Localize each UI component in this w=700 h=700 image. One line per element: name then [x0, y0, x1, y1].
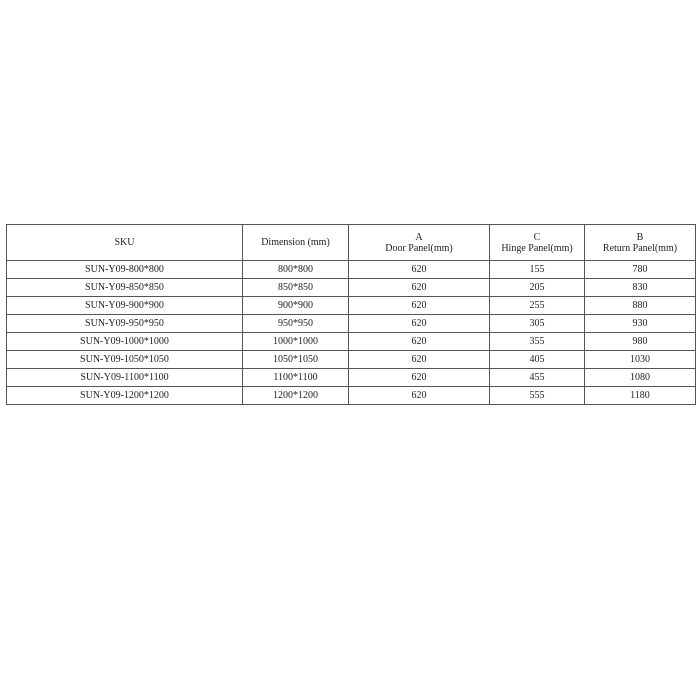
cell-sku: SUN-Y09-1050*1050 [7, 351, 243, 369]
cell-dimension: 900*900 [243, 297, 349, 315]
table-header [7, 225, 696, 261]
cell-hinge-panel: 355 [490, 333, 585, 351]
cell-return-panel: 1180 [585, 387, 696, 405]
cell-return-panel: 880 [585, 297, 696, 315]
table-row [7, 279, 696, 297]
cell-dimension: 1050*1050 [243, 351, 349, 369]
cell-dimension: 1100*1100 [243, 369, 349, 387]
table-row [7, 333, 696, 351]
table-row [7, 315, 696, 333]
cell-door-panel: 620 [349, 315, 490, 333]
cell-door-panel: 620 [349, 387, 490, 405]
cell-sku: SUN-Y09-1100*1100 [7, 369, 243, 387]
cell-return-panel: 980 [585, 333, 696, 351]
header-row [7, 225, 696, 261]
cell-return-panel: 830 [585, 279, 696, 297]
header-door-panel [349, 225, 490, 261]
cell-door-panel: 620 [349, 279, 490, 297]
header-sku-label: SKU [114, 237, 135, 248]
cell-return-panel: 780 [585, 261, 696, 279]
cell-door-panel: 620 [349, 261, 490, 279]
cell-hinge-panel: 455 [490, 369, 585, 387]
cell-hinge-panel: 305 [490, 315, 585, 333]
cell-door-panel: 620 [349, 369, 490, 387]
table-row [7, 297, 696, 315]
table-row [7, 387, 696, 405]
cell-sku: SUN-Y09-1000*1000 [7, 333, 243, 351]
header-dimension-label: Dimension (mm) [261, 237, 330, 248]
cell-sku: SUN-Y09-850*850 [7, 279, 243, 297]
cell-sku: SUN-Y09-1200*1200 [7, 387, 243, 405]
table-row [7, 261, 696, 279]
cell-hinge-panel: 555 [490, 387, 585, 405]
cell-hinge-panel: 205 [490, 279, 585, 297]
cell-dimension: 1200*1200 [243, 387, 349, 405]
cell-hinge-panel: 405 [490, 351, 585, 369]
cell-hinge-panel: 155 [490, 261, 585, 279]
cell-door-panel: 620 [349, 333, 490, 351]
cell-sku: SUN-Y09-800*800 [7, 261, 243, 279]
header-hinge-panel [490, 225, 585, 261]
cell-door-panel: 620 [349, 351, 490, 369]
header-hinge-panel-label: Hinge Panel(mm) [501, 242, 573, 254]
cell-return-panel: 930 [585, 315, 696, 333]
cell-dimension: 850*850 [243, 279, 349, 297]
cell-dimension: 950*950 [243, 315, 349, 333]
cell-sku: SUN-Y09-900*900 [7, 297, 243, 315]
cell-dimension: 800*800 [243, 261, 349, 279]
header-dimension [243, 225, 349, 261]
cell-hinge-panel: 255 [490, 297, 585, 315]
cell-return-panel: 1030 [585, 351, 696, 369]
cell-return-panel: 1080 [585, 369, 696, 387]
table-row [7, 369, 696, 387]
header-sku [7, 225, 243, 261]
table-body [7, 261, 696, 405]
header-return-panel-letter: B [636, 231, 644, 243]
cell-door-panel: 620 [349, 297, 490, 315]
cell-dimension: 1000*1000 [243, 333, 349, 351]
header-hinge-panel-letter: C [533, 231, 541, 243]
spec-table [6, 224, 696, 405]
header-return-panel [585, 225, 696, 261]
cell-sku: SUN-Y09-950*950 [7, 315, 243, 333]
header-return-panel-label: Return Panel(mm) [602, 242, 678, 254]
header-door-panel-letter: A [415, 231, 423, 243]
header-door-panel-label: Door Panel(mm) [385, 242, 453, 254]
table-row [7, 351, 696, 369]
